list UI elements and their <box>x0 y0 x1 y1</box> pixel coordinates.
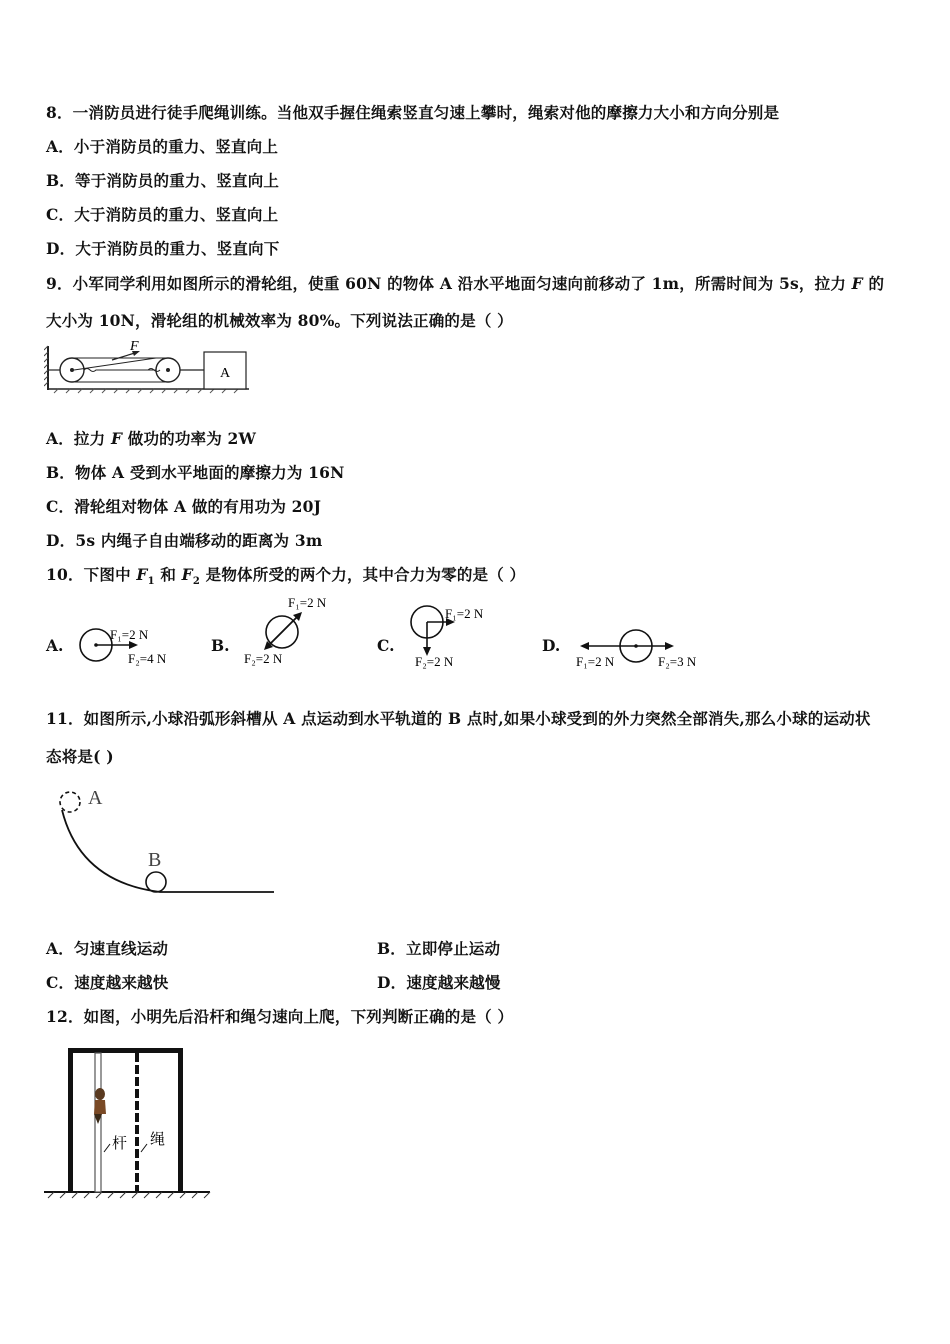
q10-figure-c <box>405 600 505 670</box>
q8-option-b: B．等于消防员的重力、竖直向上 <box>46 171 280 190</box>
q10-option-c-letter: C. <box>377 636 395 655</box>
q9-option-a: A．拉力 F 做功的功率为 2W <box>46 429 257 448</box>
q10-a-f2: F₂=4 N <box>128 651 167 666</box>
q10-d-f2: F₂=3 N <box>658 654 697 669</box>
q11-track-figure <box>50 782 280 900</box>
right-post <box>178 1048 183 1192</box>
force-label: F <box>130 339 139 354</box>
q8-option-c: C．大于消防员的重力、竖直向上 <box>46 205 279 224</box>
q10-figure-b <box>240 592 350 670</box>
q9-option-d: D．5s 内绳子自由端移动的距离为 3m <box>46 531 323 550</box>
q10-a-f1: F₁=2 N <box>110 627 149 642</box>
q10-b-f2: F₂=2 N <box>244 651 283 666</box>
q8-option-a: A．小于消防员的重力、竖直向上 <box>46 137 279 156</box>
point-a-label: A <box>88 787 103 809</box>
ball-at-b <box>146 872 166 892</box>
q12-stem: 12．如图，小明先后沿杆和绳匀速向上爬，下列判断正确的是（ ） <box>46 1007 514 1026</box>
q11-stem-line2: 态将是( ) <box>46 747 114 766</box>
q10-option-a-letter: A. <box>46 636 64 655</box>
arc-track <box>62 810 274 892</box>
q10-c-f1: F₁=2 N <box>445 606 484 621</box>
top-beam <box>68 1048 183 1053</box>
q10-stem: 10．下图中 $F_1$ 和 $F_2$ 是物体所受的两个力，其中合力为零的是（ ） <box>46 565 526 588</box>
left-post <box>68 1048 73 1192</box>
q11-stem-line1: 11．如图所示,小球沿弧形斜槽从 A 点运动到水平轨道的 B 点时,如果小球受到的外力突然全部消失,那么小球的运动状 <box>46 709 871 728</box>
q11-option-b: B．立即停止运动 <box>377 939 501 958</box>
q12-pole-rope-figure <box>44 1044 214 1200</box>
q8-stem: 8．一消防员进行徒手爬绳训练。当他双手握住绳索竖直匀速上攀时，绳索对他的摩擦力大小和方向分别是 <box>46 103 780 122</box>
q10-d-f1: F₁=2 N <box>576 654 615 669</box>
wall-hatch <box>44 346 48 390</box>
block-label: A <box>220 366 231 381</box>
q9-stem-line2: 大小为 10N，滑轮组的机械效率为 80%。下列说法正确的是（ ） <box>46 311 513 330</box>
q9-stem-line1: 9．小军同学利用如图所示的滑轮组，使重 60N 的物体 A 沿水平地面匀速向前移动了 1m，所需时间为 5s，拉力 F 的 <box>46 274 885 293</box>
q8-option-d: D．大于消防员的重力、竖直向下 <box>46 239 280 258</box>
pole-label: 杆 <box>112 1136 128 1152</box>
q10-figure-a <box>74 618 184 672</box>
point-b-label: B <box>148 849 162 871</box>
q10-b-f1: F₁=2 N <box>288 595 327 610</box>
q11-option-a: A．匀速直线运动 <box>46 939 169 958</box>
q11-option-d: D．速度越来越慢 <box>377 973 501 992</box>
q9-option-c: C．滑轮组对物体 A 做的有用功为 20J <box>46 497 322 516</box>
q11-option-c: C．速度越来越快 <box>46 973 169 992</box>
q10-c-f2: F₂=2 N <box>415 654 454 669</box>
ball-at-a <box>60 792 80 812</box>
q9-pulley-figure <box>44 338 254 396</box>
rope-label: 绳 <box>150 1132 166 1148</box>
q10-option-d-letter: D. <box>542 636 561 655</box>
q9-option-b: B．物体 A 受到水平地面的摩擦力为 16N <box>46 463 345 482</box>
q10-figure-d <box>574 626 714 670</box>
q10-option-b-letter: B. <box>211 636 230 655</box>
